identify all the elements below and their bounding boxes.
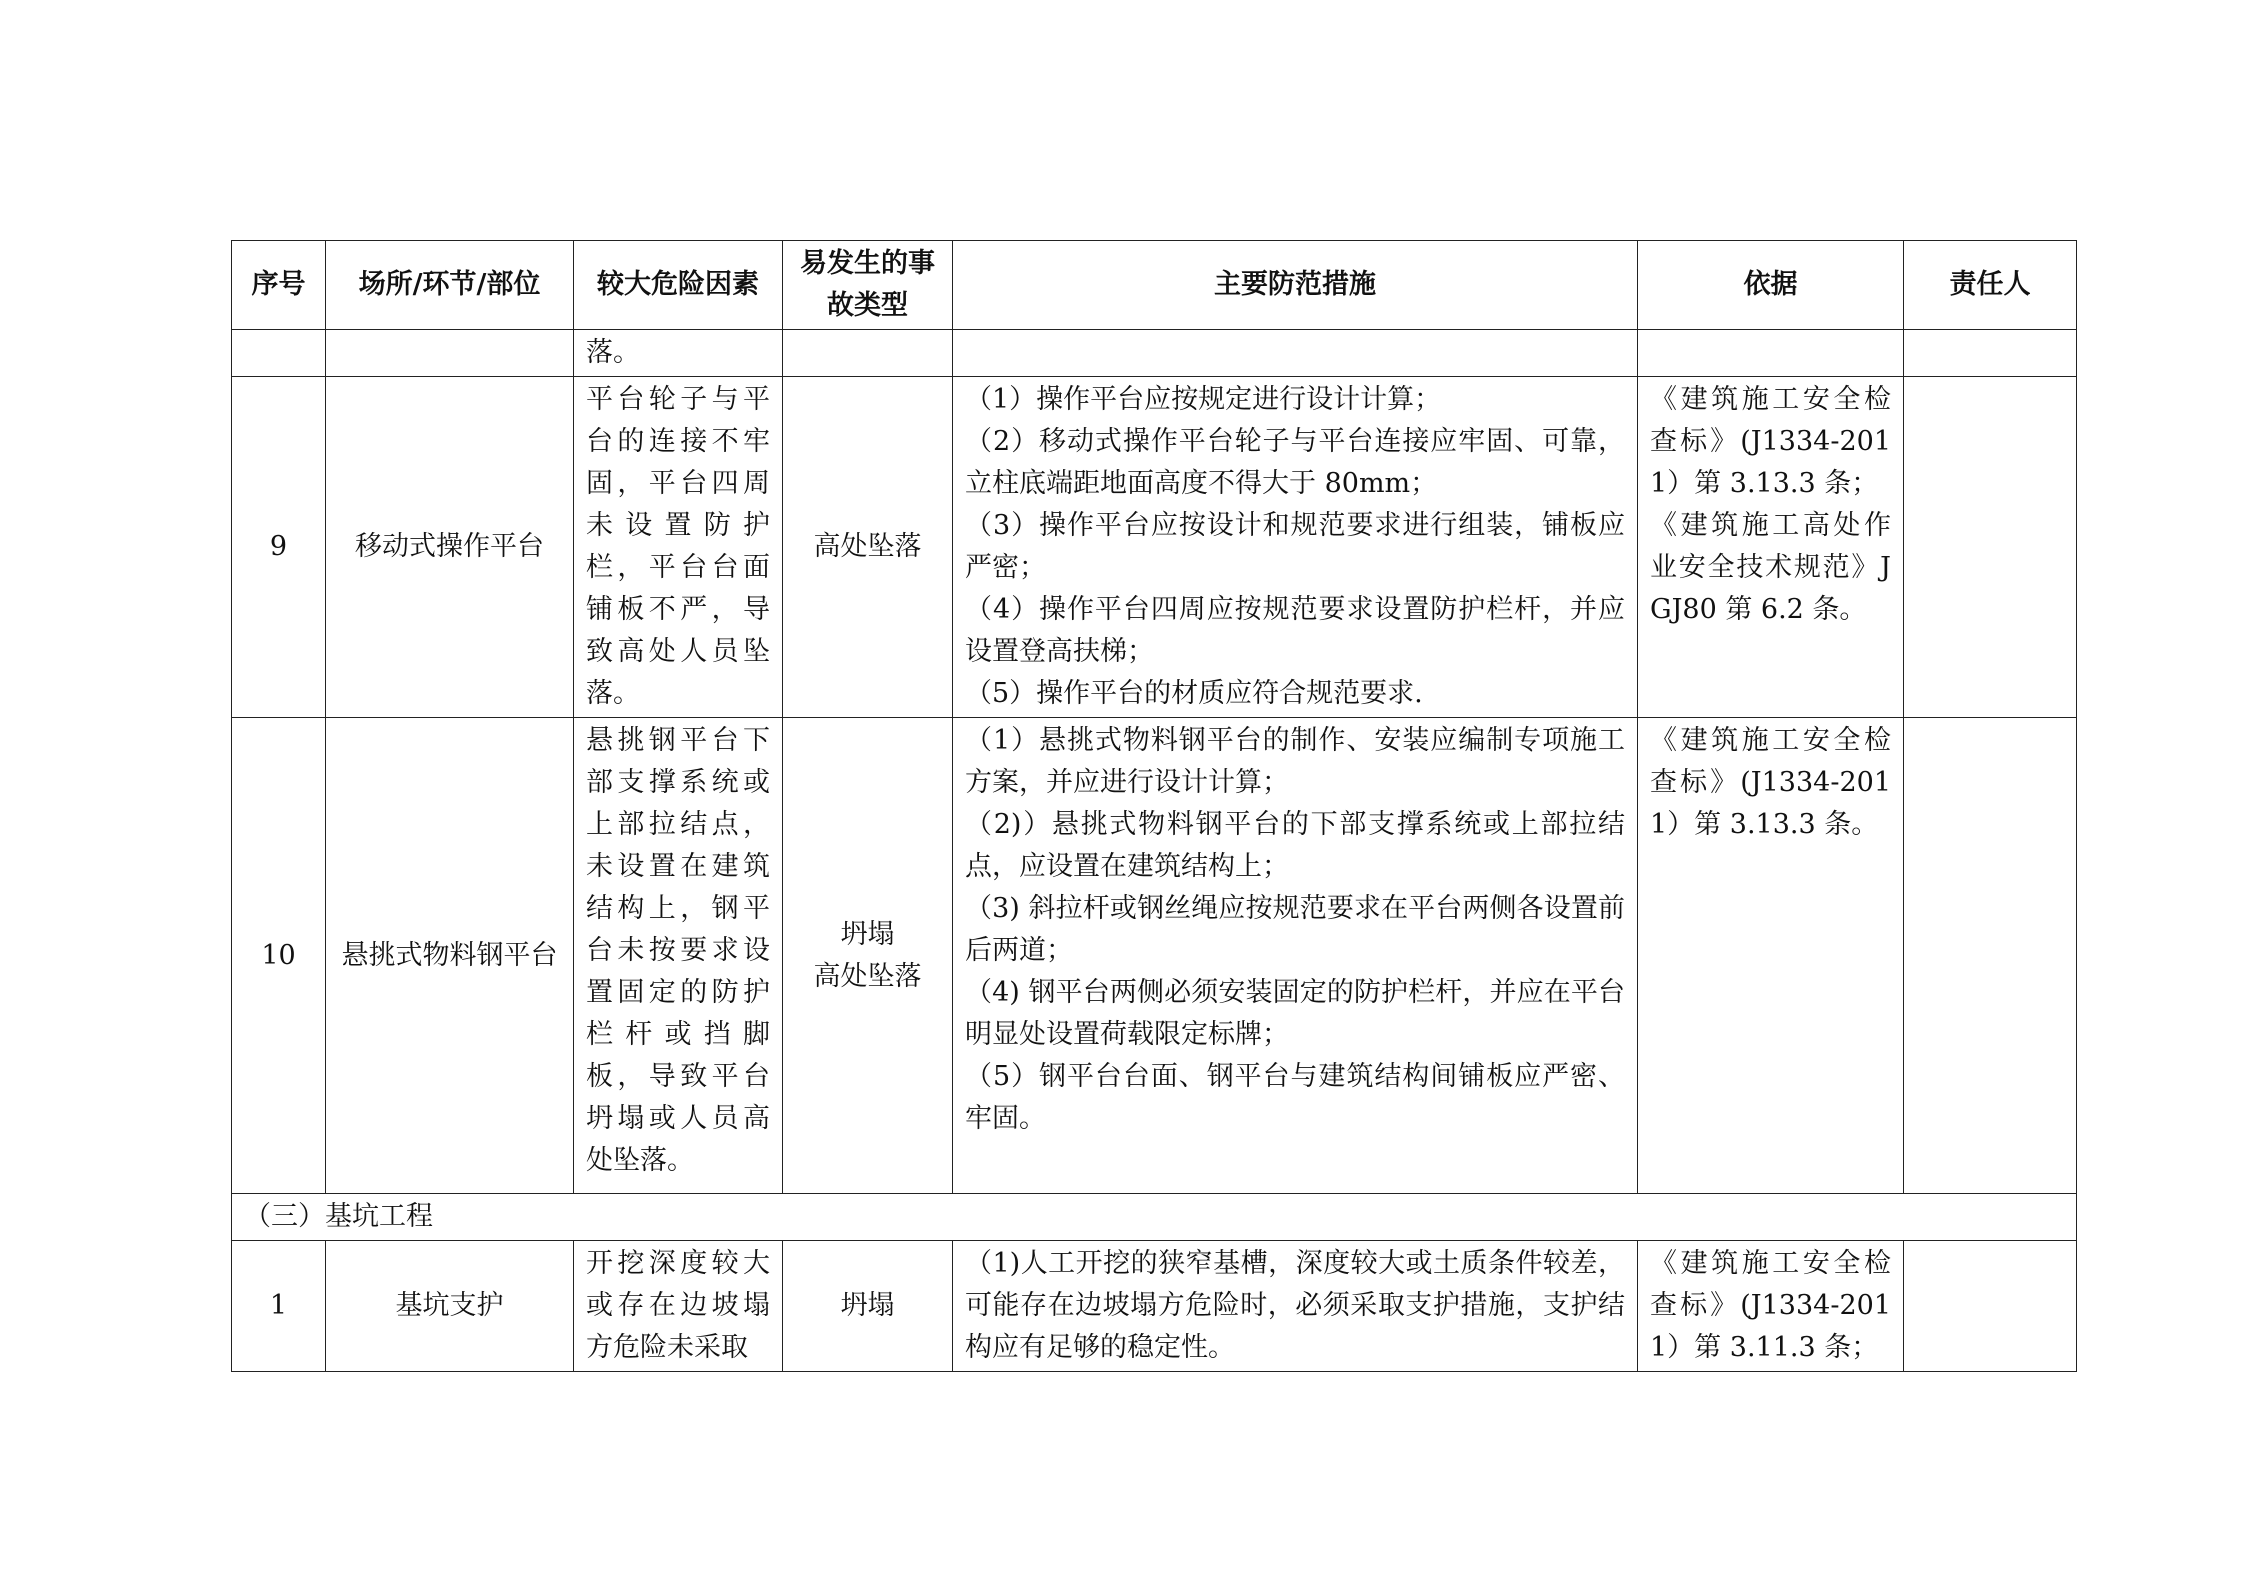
s3r1-measure-1: （1)人工开挖的狭窄基槽，深度较大或土质条件较差，可能存在边坡塌方危险时，必须采取支护措施，支护结构应有足够的稳定性。 [965, 1248, 1625, 1363]
row9-basis-2: 《建筑施工高处作业安全技术规范》JGJ80 第 6.2 条。 [1650, 510, 1891, 625]
row10-accident [783, 718, 953, 1194]
header-accident: 易发生的事故类型 [783, 241, 953, 330]
cont-accident [783, 330, 953, 377]
row9-basis [1638, 377, 1904, 718]
table-row [232, 377, 2077, 718]
table-row [232, 718, 2077, 1194]
header-hazard: 较大危险因素 [574, 241, 783, 330]
s3r1-basis [1638, 1241, 1904, 1372]
continuation-row [232, 330, 2077, 377]
cont-hazard: 落。 [574, 330, 783, 377]
row9-measure-2: （2）移动式操作平台轮子与平台连接应牢固、可靠，立柱底端距地面高度不得大于 80mm； [965, 426, 1625, 499]
row10-person [1904, 718, 2077, 1194]
header-measures: 主要防范措施 [953, 241, 1638, 330]
row10-measure-1: （1）悬挑式物料钢平台的制作、安装应编制专项施工方案，并应进行设计计算； [965, 725, 1625, 798]
s3r1-hazard: 开挖深度较大或存在边坡塌方危险未采取 [574, 1241, 783, 1372]
cont-person [1904, 330, 2077, 377]
row10-measure-2: （2)）悬挑式物料钢平台的下部支撑系统或上部拉结点，应设置在建筑结构上； [965, 809, 1625, 882]
header-location: 场所/环节/部位 [326, 241, 574, 330]
row9-measure-5: （5）操作平台的材质应符合规范要求. [965, 678, 1423, 709]
cont-basis [1638, 330, 1904, 377]
cont-no [232, 330, 326, 377]
section-row [232, 1194, 2077, 1241]
row10-hazard: 悬挑钢平台下部支撑系统或上部拉结点，未设置在建筑结构上，钢平台未按要求设置固定的防护栏杆或挡脚板，导致平台坍塌或人员高处坠落。 [574, 718, 783, 1194]
row10-measure-3: （3) 斜拉杆或钢丝绳应按规范要求在平台两侧各设置前后两道； [965, 893, 1625, 966]
row10-accident-2: 高处坠落 [813, 960, 922, 992]
header-person: 责任人 [1904, 241, 2077, 330]
s3r1-location: 基坑支护 [326, 1241, 574, 1372]
row10-basis-1: 《建筑施工安全检查标》(J1334-2011）第 3.13.3 条。 [1650, 725, 1891, 840]
s3r1-basis-1: 《建筑施工安全检查标》(J1334-2011）第 3.11.3 条； [1650, 1248, 1891, 1363]
row9-no: 9 [232, 377, 326, 718]
row9-measure-1: （1）操作平台应按规定进行设计计算； [965, 384, 1442, 415]
row9-measures [953, 377, 1638, 718]
s3r1-no: 1 [232, 1241, 326, 1372]
cont-location [326, 330, 574, 377]
section-title: （三）基坑工程 [232, 1194, 2077, 1241]
row10-measures [953, 718, 1638, 1194]
row10-basis [1638, 718, 1904, 1194]
row9-measure-4: （4）操作平台四周应按规范要求设置防护栏杆，并应设置登高扶梯； [965, 594, 1625, 667]
row10-measure-5: （5）钢平台台面、钢平台与建筑结构间铺板应严密、牢固。 [965, 1061, 1625, 1134]
hazard-table [231, 240, 2077, 1372]
cont-measures [953, 330, 1638, 377]
s3r1-accident: 坍塌 [783, 1241, 953, 1372]
table-row [232, 1241, 2077, 1372]
header-basis: 依据 [1638, 241, 1904, 330]
row10-measure-4: （4) 钢平台两侧必须安装固定的防护栏杆，并应在平台明显处设置荷载限定标牌； [965, 977, 1625, 1050]
header-row [232, 241, 2077, 330]
row9-basis-1: 《建筑施工安全检查标》(J1334-2011）第 3.13.3 条； [1650, 384, 1891, 499]
row9-person [1904, 377, 2077, 718]
s3r1-measures [953, 1241, 1638, 1372]
row9-hazard: 平台轮子与平台的连接不牢固，平台四周未设置防护栏，平台台面铺板不严，导致高处人员坠落。 [574, 377, 783, 718]
row9-accident: 高处坠落 [783, 377, 953, 718]
header-no: 序号 [232, 241, 326, 330]
row10-accident-1: 坍塌 [840, 918, 895, 950]
row10-no: 10 [232, 718, 326, 1194]
row9-location: 移动式操作平台 [326, 377, 574, 718]
row9-measure-3: （3）操作平台应按设计和规范要求进行组装，铺板应严密； [965, 510, 1625, 583]
row10-location: 悬挑式物料钢平台 [326, 718, 574, 1194]
s3r1-person [1904, 1241, 2077, 1372]
